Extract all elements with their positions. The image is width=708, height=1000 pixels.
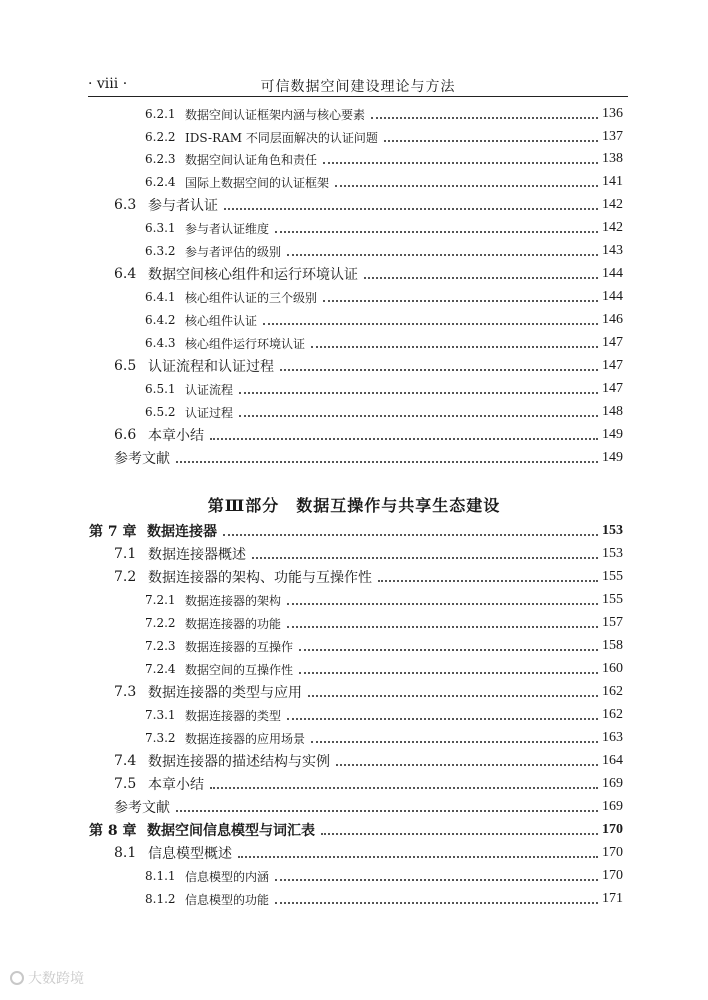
toc-entry-page: 153	[602, 546, 623, 561]
dot-leader	[287, 626, 598, 628]
watermark	[10, 968, 84, 988]
toc-entry-page: 160	[602, 661, 623, 676]
toc-entry-title: 认证流程和认证过程	[148, 359, 274, 375]
toc-entry-title: 数据空间核心组件和运行环境认证	[148, 267, 358, 283]
dot-leader	[275, 231, 598, 233]
dot-leader	[176, 810, 598, 812]
toc-entry-title: 信息模型的内涵	[185, 869, 270, 884]
toc-entry-page: 153	[602, 523, 623, 538]
toc-entry-number: 6.2.4	[145, 175, 176, 189]
toc-entry-number: 6.3.1	[145, 221, 176, 235]
toc-entry-number: 7.4	[114, 753, 137, 769]
toc-entry-page: 147	[602, 335, 623, 350]
toc-entry-title: 数据连接器的互操作	[185, 639, 294, 654]
toc-entry-number: 6.4.3	[145, 336, 176, 350]
toc-entry-title: 认证流程	[185, 382, 234, 397]
toc-entry-page: 144	[602, 266, 623, 281]
toc-entry-page: 163	[602, 730, 623, 745]
toc-entry-title: 参与者评估的级别	[185, 244, 282, 259]
watermark-logo-icon	[10, 971, 24, 985]
toc-entry-title: 核心组件认证	[185, 313, 258, 328]
toc-entry-page: 136	[602, 106, 623, 121]
dot-leader	[275, 902, 598, 904]
dot-leader	[287, 718, 598, 720]
toc-entry-title: 国际上数据空间的认证框架	[185, 175, 330, 190]
toc-entry-number: 6.3	[114, 197, 137, 213]
toc-entry-title: 数据连接器的架构	[185, 593, 282, 608]
dot-leader	[287, 254, 598, 256]
toc-entry-title: IDS-RAM 不同层面解决的认证问题	[185, 130, 378, 145]
book-title: 可信数据空间建设理论与方法	[260, 79, 456, 95]
toc-entry-page: 170	[602, 845, 623, 860]
toc-entry[interactable]	[145, 612, 623, 634]
dot-leader	[238, 856, 598, 858]
toc-entry[interactable]	[145, 704, 623, 726]
toc-entry-number: 8.1.1	[145, 869, 176, 883]
toc-entry-number: 6.2.3	[145, 152, 176, 166]
toc-entry[interactable]	[145, 148, 623, 170]
toc-entry-number: 7.5	[114, 776, 137, 792]
toc-entry-title: 参考文献	[114, 451, 170, 467]
toc-references-entry[interactable]	[114, 447, 623, 469]
toc-chapter-entry[interactable]	[89, 819, 623, 841]
toc-entry-title: 数据连接器	[147, 524, 217, 540]
dot-leader	[321, 833, 598, 835]
toc-entry-page: 171	[602, 891, 623, 906]
dot-leader	[336, 764, 598, 766]
toc-entry-title: 核心组件运行环境认证	[185, 336, 306, 351]
toc-entry-number: 7.3.1	[145, 708, 176, 722]
toc-entry-page: 138	[602, 151, 623, 166]
toc-entry-page: 149	[602, 427, 623, 442]
toc-entry[interactable]	[114, 750, 623, 772]
toc-entry-title: 参考文献	[114, 800, 170, 816]
toc-entry[interactable]	[145, 658, 623, 680]
dot-leader	[210, 438, 598, 440]
toc-entry[interactable]	[145, 589, 623, 611]
toc-entry-number: 6.5.2	[145, 405, 176, 419]
toc-entry[interactable]	[114, 543, 623, 565]
toc-entry-page: 157	[602, 615, 623, 630]
toc-entry-title: 数据连接器的应用场景	[185, 731, 306, 746]
toc-entry-page: 149	[602, 450, 623, 465]
toc-entry-title: 数据连接器的功能	[185, 616, 282, 631]
dot-leader	[299, 649, 598, 651]
toc-references-entry[interactable]	[114, 796, 623, 818]
toc-entry-title: 数据空间信息模型与词汇表	[147, 823, 315, 839]
dot-leader	[275, 879, 598, 881]
toc-entry[interactable]	[145, 309, 623, 331]
toc-entry-number: 7.2.3	[145, 639, 176, 653]
dot-leader	[280, 369, 598, 371]
toc-entry-page: 169	[602, 776, 623, 791]
toc-entry-number: 7.3	[114, 684, 137, 700]
dot-leader	[311, 346, 598, 348]
toc-entry-title: 数据连接器的类型与应用	[148, 685, 302, 701]
toc-entry-number: 6.6	[114, 427, 137, 443]
toc-entry[interactable]	[145, 126, 623, 148]
toc-entry-title: 信息模型概述	[148, 846, 232, 862]
dot-leader	[263, 323, 598, 325]
toc-entry-number: 6.3.2	[145, 244, 176, 258]
toc-entry-title: 信息模型的功能	[185, 892, 270, 907]
toc-entry[interactable]	[145, 171, 623, 193]
toc-entry-number: 7.2	[114, 569, 137, 585]
toc-entry[interactable]	[145, 401, 623, 423]
toc-entry[interactable]	[114, 263, 623, 285]
toc-entry-page: 142	[602, 220, 623, 235]
dot-leader	[224, 208, 598, 210]
toc-entry[interactable]	[114, 355, 623, 377]
toc-entry-number: 8.1	[114, 845, 137, 861]
toc-entry-number: 7.3.2	[145, 731, 176, 745]
toc-entry-number: 6.5	[114, 358, 137, 374]
toc-entry[interactable]	[145, 727, 623, 749]
toc-entry[interactable]	[114, 773, 623, 795]
toc-chapter-entry[interactable]	[89, 520, 623, 542]
toc-entry-title: 数据连接器的描述结构与实例	[148, 754, 330, 770]
toc-entry-page: 170	[602, 822, 623, 837]
dot-leader	[311, 741, 598, 743]
toc-entry[interactable]	[145, 103, 623, 125]
page-number: · viii ·	[88, 76, 128, 92]
toc-entry-number: 7.2.2	[145, 616, 176, 630]
toc-entry-page: 143	[602, 243, 623, 258]
toc-entry-number: 7.2.1	[145, 593, 176, 607]
dot-leader	[239, 415, 598, 417]
toc-entry[interactable]	[114, 842, 623, 864]
toc-entry[interactable]	[145, 635, 623, 657]
dot-leader	[364, 277, 598, 279]
toc-entry[interactable]	[145, 865, 623, 887]
toc-entry-page: 144	[602, 289, 623, 304]
toc-entry[interactable]	[145, 378, 623, 400]
toc-entry-page: 148	[602, 404, 623, 419]
toc-entry-page: 155	[602, 592, 623, 607]
toc-entry[interactable]	[114, 681, 623, 703]
toc-entry-page: 164	[602, 753, 623, 768]
toc-entry-page: 147	[602, 358, 623, 373]
toc-entry-number: 6.2.1	[145, 107, 176, 121]
toc-entry-title: 参与者认证维度	[185, 221, 270, 236]
toc-entry-page: 137	[602, 129, 623, 144]
toc-entry-page: 155	[602, 569, 623, 584]
toc-entry[interactable]	[114, 194, 623, 216]
toc-entry-number: 第 8 章	[89, 823, 137, 839]
toc-entry-title: 本章小结	[148, 777, 204, 793]
watermark-text: 大数跨境	[28, 971, 84, 987]
toc-entry-title: 参与者认证	[148, 198, 218, 214]
dot-leader	[308, 695, 598, 697]
toc-entry[interactable]	[114, 566, 623, 588]
toc-entry-title: 认证过程	[185, 405, 234, 420]
part-heading: 第Ⅲ部分 数据互操作与共享生态建设	[207, 496, 501, 515]
toc-entry-title: 数据连接器的类型	[185, 708, 282, 723]
dot-leader	[210, 787, 598, 789]
dot-leader	[287, 603, 598, 605]
toc-entry-page: 142	[602, 197, 623, 212]
toc-entry-number: 6.2.2	[145, 130, 176, 144]
dot-leader	[323, 300, 598, 302]
toc-entry-page: 162	[602, 684, 623, 699]
toc-entry-number: 6.4.1	[145, 290, 176, 304]
toc-entry-title: 本章小结	[148, 428, 204, 444]
toc-entry-title: 数据空间的互操作性	[185, 662, 294, 677]
toc-entry-page: 141	[602, 174, 623, 189]
toc-entry-title: 数据空间认证框架内涵与核心要素	[185, 107, 366, 122]
dot-leader	[223, 534, 598, 536]
dot-leader	[371, 117, 598, 119]
toc-entry-number: 8.1.2	[145, 892, 176, 906]
toc-entry[interactable]	[145, 888, 623, 910]
toc-entry-page: 162	[602, 707, 623, 722]
toc-entry-number: 第 7 章	[89, 524, 137, 540]
toc-entry-page: 170	[602, 868, 623, 883]
dot-leader	[252, 557, 598, 559]
dot-leader	[378, 580, 598, 582]
toc-entry-page: 158	[602, 638, 623, 653]
toc-entry-title: 数据连接器概述	[148, 547, 246, 563]
toc-entry-number: 7.2.4	[145, 662, 176, 676]
toc-entry[interactable]	[145, 332, 623, 354]
dot-leader	[299, 672, 598, 674]
toc-entry[interactable]	[145, 286, 623, 308]
dot-leader	[239, 392, 598, 394]
toc-entry-title: 数据空间认证角色和责任	[185, 152, 318, 167]
toc-entry[interactable]	[145, 217, 623, 239]
toc-entry-page: 146	[602, 312, 623, 327]
toc-entry[interactable]	[114, 424, 623, 446]
dot-leader	[384, 140, 598, 142]
toc-entry-number: 6.5.1	[145, 382, 176, 396]
dot-leader	[323, 162, 598, 164]
toc-entry-page: 169	[602, 799, 623, 814]
toc-entry-number: 6.4	[114, 266, 137, 282]
toc-entry-number: 7.1	[114, 546, 137, 562]
toc-entry-title: 数据连接器的架构、功能与互操作性	[148, 570, 372, 586]
dot-leader	[176, 461, 598, 463]
toc-entry-title: 核心组件认证的三个级别	[185, 290, 318, 305]
dot-leader	[335, 185, 598, 187]
toc-entry[interactable]	[145, 240, 623, 262]
toc-entry-number: 6.4.2	[145, 313, 176, 327]
toc-entry-page: 147	[602, 381, 623, 396]
